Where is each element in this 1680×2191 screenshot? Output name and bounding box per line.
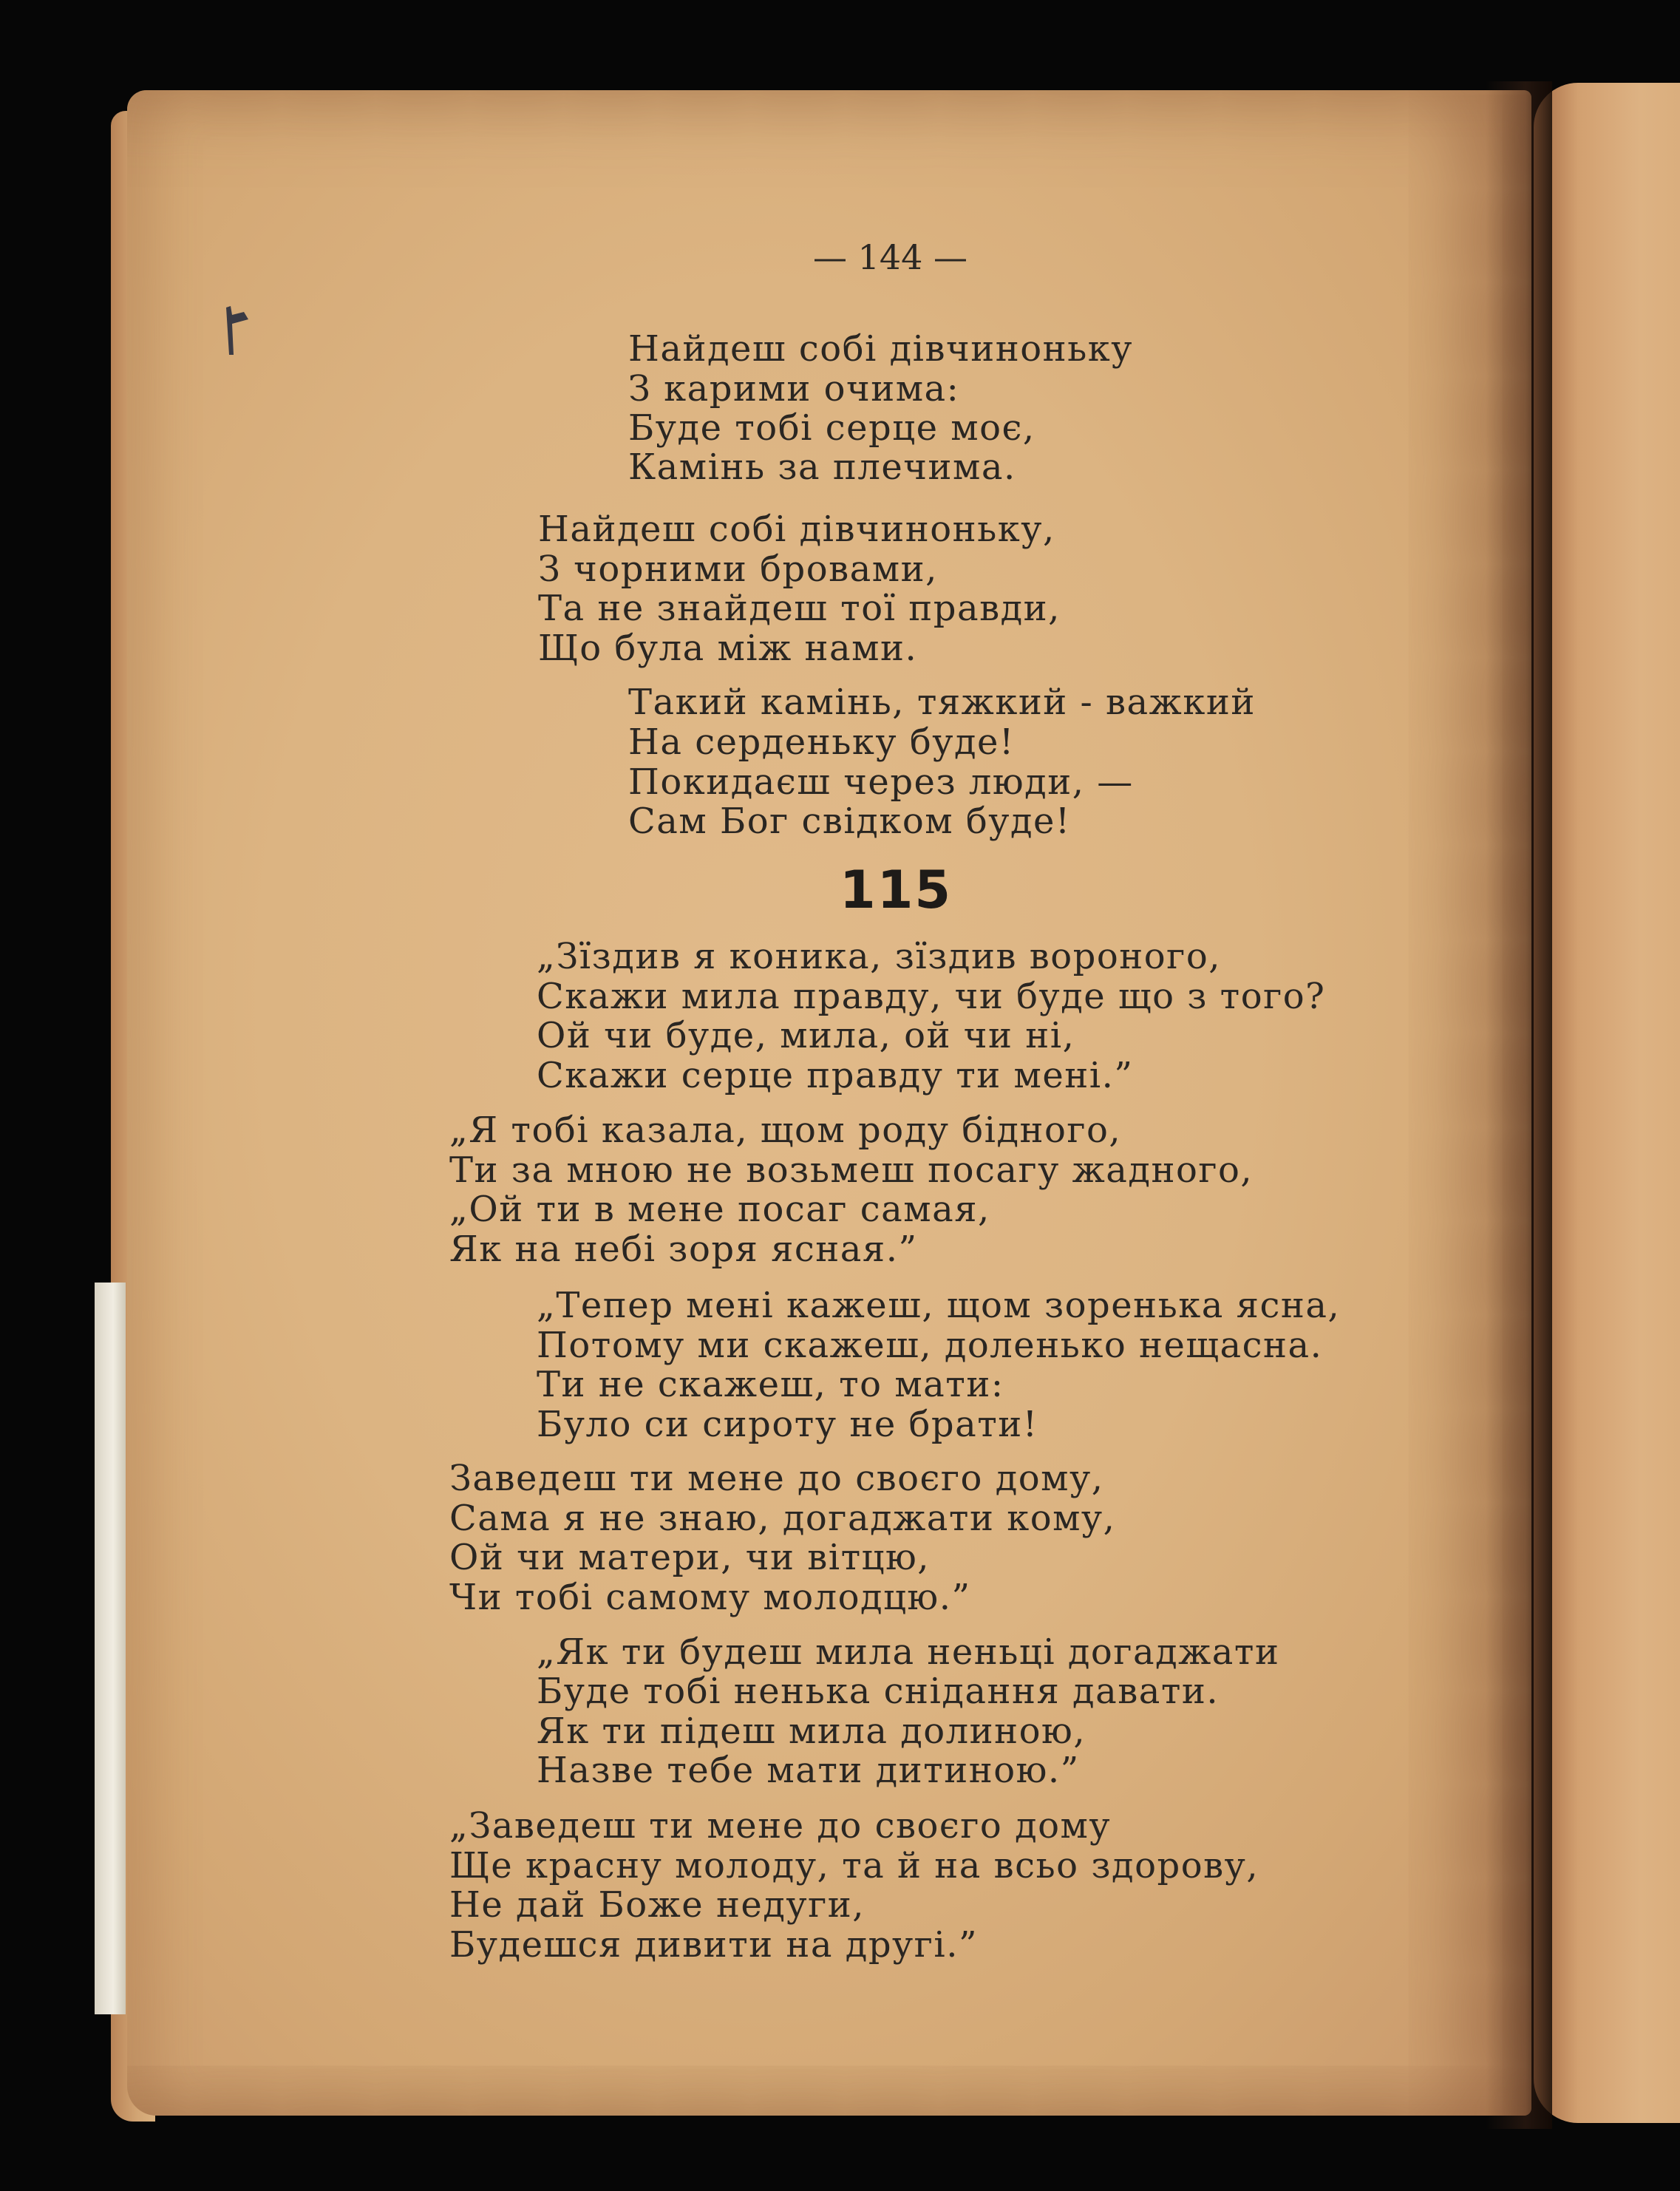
verse-line: „Як ти будеш мила неньці догаджати (537, 1631, 1280, 1673)
verse-line: Назве тебе мати дитиною.” (537, 1750, 1080, 1791)
song-number: 115 (840, 860, 953, 920)
verse-line: Буде тобі серце моє, (628, 407, 1035, 449)
verse-line: „Я тобі казала, щом роду бідного, (449, 1110, 1122, 1151)
verse-line: Камінь за плечима. (628, 446, 1016, 488)
verse-line: Будешся дивити на другі.” (449, 1924, 979, 1966)
verse-line: Такий камінь, тяжкий - важкий (628, 682, 1256, 723)
page-number: — 144 — (813, 237, 968, 277)
verse-line: Не дай Боже недуги, (449, 1884, 865, 1926)
verse-line: Було си сироту не брати! (537, 1404, 1038, 1445)
verse-line: Сама я не знаю, догаджати кому, (449, 1498, 1116, 1539)
verse-line: „Тепер мені кажеш, щом зоренька ясна, (537, 1285, 1341, 1326)
verse-line: Ой чи матери, чи вітцю, (449, 1537, 931, 1578)
verse-line: Сам Бог свідком буде! (628, 801, 1071, 842)
verse-line: Ти за мною не возьмеш посагу жадного, (449, 1149, 1254, 1191)
verse-line: „Заведеш ти мене до своєго дому (449, 1805, 1112, 1847)
verse-line: Чи тобі самому молодцю.” (449, 1577, 971, 1618)
verse-line: „Зїздив я коника, зїздив вороного, (537, 936, 1221, 977)
verse-line: Як ти підеш мила долиною, (537, 1711, 1086, 1752)
verse-line: Скажи серце правду ти мені.” (537, 1055, 1134, 1096)
verse-line: Найдеш собі дівчиноньку, (538, 509, 1055, 550)
verse-line: Найдеш собі дівчиноньку (628, 328, 1134, 370)
verse-line: Ще красну молоду, та й на всьо здорову, (449, 1845, 1259, 1886)
verse-line: „Ой ти в мене посаг самая, (449, 1189, 990, 1230)
verse-line: Буде тобі ненька снідання давати. (537, 1671, 1220, 1712)
verse-line: Покидаєш через люди, — (628, 761, 1134, 803)
verse-line: Ой чи буде, мила, ой чи ні, (537, 1015, 1075, 1056)
verse-line: З чорними бровами, (538, 548, 938, 590)
verse-line: Потому ми скажеш, доленько нещасна. (537, 1325, 1323, 1366)
verse-line: Та не знайдеш тої правди, (538, 588, 1061, 629)
verse-line: На серденьку буде! (628, 721, 1015, 763)
verse-line: Заведеш ти мене до своєго дому, (449, 1458, 1104, 1499)
verse-line: З карими очима: (628, 368, 960, 410)
verse-line: Скажи мила правду, чи буде що з того? (537, 976, 1326, 1017)
verse-line: Що була між нами. (538, 628, 918, 669)
verse-line: Як на небі зоря ясная.” (449, 1229, 918, 1270)
verse-line: Ти не скажеш, то мати: (537, 1364, 1004, 1405)
